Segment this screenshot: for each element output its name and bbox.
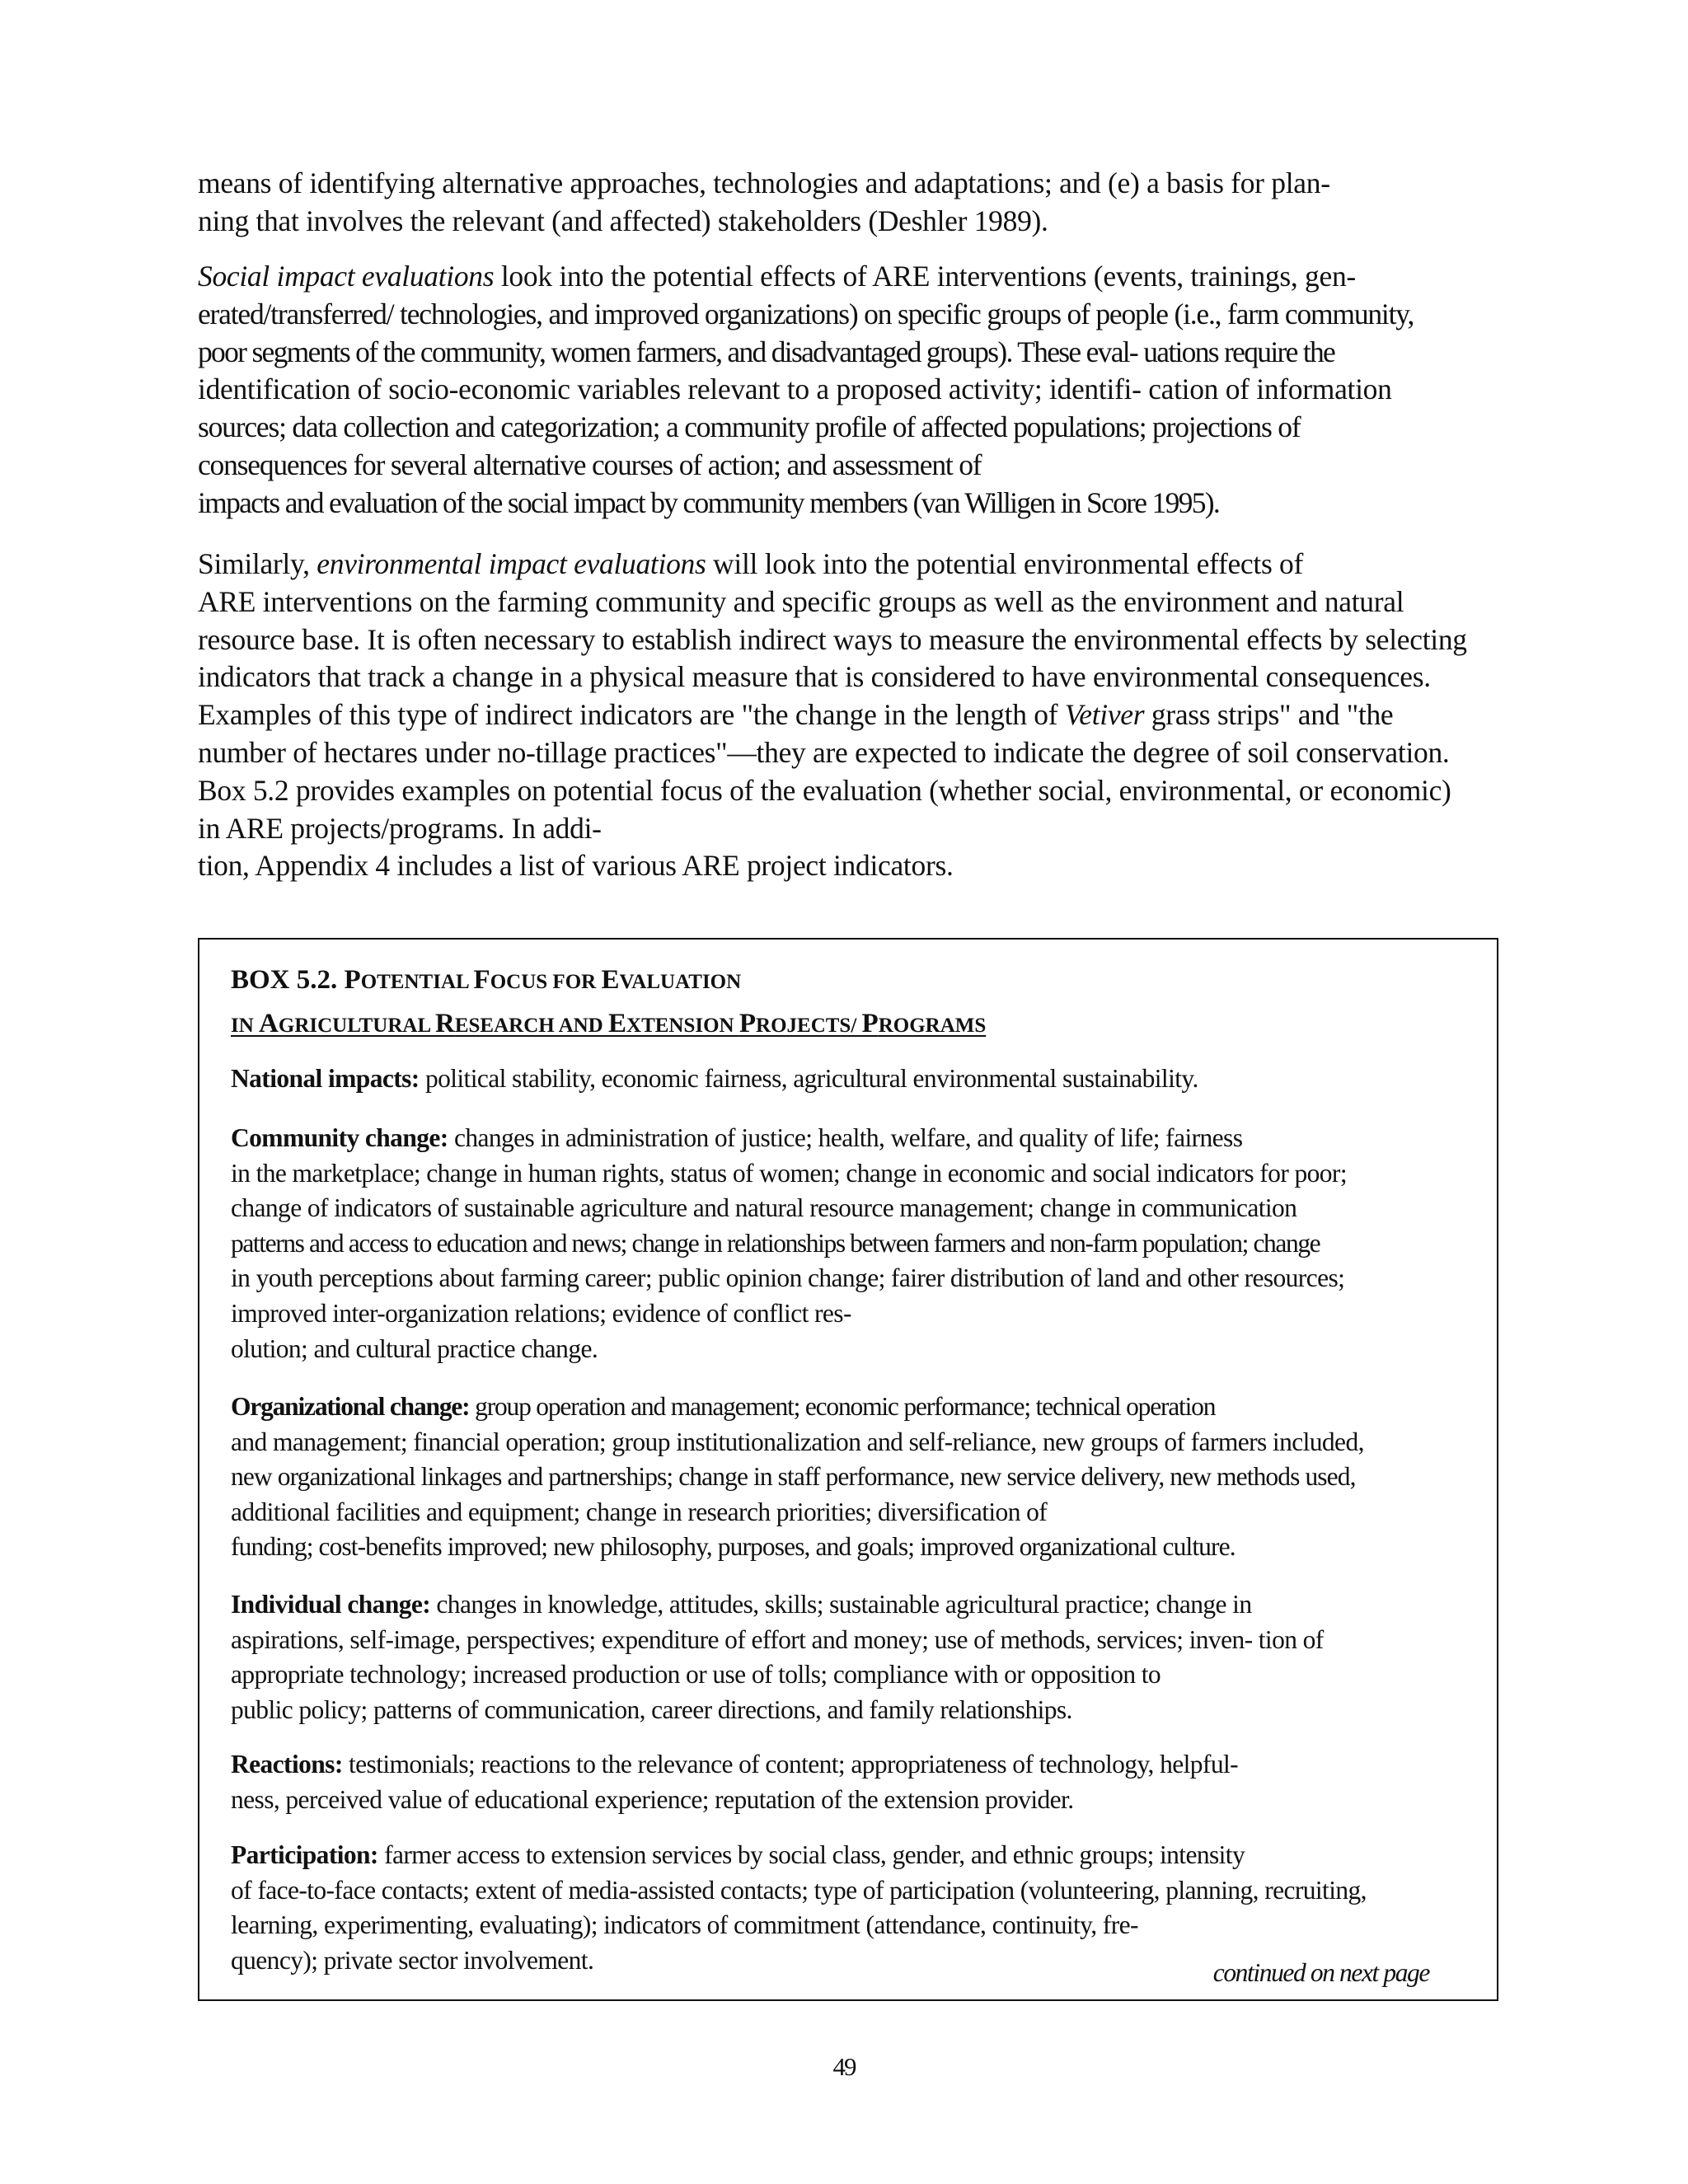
box-section-participation	[231, 1838, 1467, 1978]
text-fragment: look into the potential effects of ARE interventions (events, trainings, gen-	[494, 260, 1356, 293]
title-fragment: ESEARCH AND	[454, 1015, 608, 1037]
section-label: Individual change:	[231, 1590, 431, 1619]
text-line: ARE interventions on the farming community and specific groups as well as the environment and natural	[198, 584, 1404, 618]
text-line: olution; and cultural practice change.	[231, 1333, 598, 1363]
text-fragment: political stability, economic fairness, agricultural environmental sustainability.	[419, 1064, 1198, 1093]
text-line: improved inter-organization relations; evidence of conflict res-	[231, 1298, 851, 1328]
title-fragment: GRICULTURAL	[278, 1015, 435, 1037]
text-line: erated/transferred/ technologies, and improved organizations) on specific groups of people (i.e., farm community,	[198, 297, 1414, 330]
text-line	[231, 1062, 1467, 1097]
box-section-organizational-change	[231, 1390, 1467, 1565]
section-label: Community change:	[231, 1123, 448, 1152]
text-line: public policy; patterns of communication, career directions, and family relationships.	[231, 1694, 1072, 1724]
box-title-line-1	[231, 959, 986, 1003]
environmental-impact-term: environmental impact evaluations	[316, 547, 706, 580]
text-line: appropriate technology; increased production or use of tolls; compliance with or opposition to	[231, 1660, 1161, 1690]
section-label: Organizational change:	[231, 1392, 470, 1421]
box-number: BOX 5.2.	[231, 965, 345, 995]
text-line	[198, 546, 1500, 583]
title-fragment: IN	[231, 1015, 260, 1037]
text-line: resource base. It is often necessary to establish indirect ways to measure the environmental effects by selecting	[198, 622, 1467, 656]
text-line: in youth perceptions about farming career; public opinion change; fairer distribution of land and other resources;	[231, 1263, 1345, 1293]
text-line: learning, experimenting, evaluating); indicators of commitment (attendance, continuity, fre-	[231, 1910, 1138, 1940]
title-fragment: VALUATION	[619, 971, 742, 993]
text-fragment: changes in administration of justice; health, welfare, and quality of life; fairness	[448, 1123, 1243, 1152]
title-fragment: P	[344, 965, 361, 995]
box-5-2	[198, 938, 1498, 2001]
text-line	[231, 1121, 1467, 1156]
text-line	[198, 258, 1500, 296]
text-line: means of identifying alternative approaches, technologies and adaptations; and (e) a basis for plan-	[198, 166, 1330, 199]
text-fragment: Similarly,	[198, 547, 317, 580]
box-section-individual-change	[231, 1587, 1467, 1727]
text-line: tion, Appendix 4 includes a list of various ARE project indicators.	[198, 849, 954, 883]
title-fragment: E	[601, 965, 620, 995]
text-fragment: testimonials; reactions to the relevance of content; appropriateness of technology, helpful-	[342, 1750, 1239, 1779]
continued-note: continued on next page	[1212, 1958, 1429, 1987]
title-fragment: OTENTIAL	[360, 971, 474, 993]
box-title-line-2	[231, 1003, 986, 1047]
text-line: indicators that track a change in a physical measure that is considered to have environmental consequences.	[198, 660, 1431, 694]
title-fragment: XTENSION	[626, 1015, 739, 1037]
text-line: number of hectares under no-tillage practices"—they are expected to indicate the degree of soil conservation.	[198, 735, 1450, 769]
text-line: aspirations, self-image, perspectives; expenditure of effort and money; use of methods, services; inven- tion of	[231, 1624, 1324, 1654]
title-fragment: R	[435, 1009, 455, 1038]
title-fragment: OCUS FOR	[490, 971, 602, 993]
text-line: Box 5.2 provides examples on potential focus of the evaluation (whether social, environmental, or economic)	[198, 773, 1451, 807]
page-number: 49	[832, 2052, 856, 2081]
text-line	[231, 1390, 1467, 1425]
title-fragment: P	[861, 1009, 879, 1038]
text-line	[231, 1587, 1467, 1623]
text-line: additional facilities and equipment; change in research priorities; diversification of	[231, 1497, 1048, 1526]
social-impact-term: Social impact evaluations	[198, 260, 495, 293]
text-line: of face-to-face contacts; extent of media-assisted contacts; type of participation (volunteering, planning, recruiting,	[231, 1875, 1367, 1905]
text-line	[231, 1747, 1467, 1783]
section-label: National impacts:	[231, 1064, 420, 1093]
text-line: in ARE projects/programs. In addi-	[198, 811, 602, 845]
text-line: ning that involves the relevant (and affected) stakeholders (Deshler 1989).	[198, 204, 1048, 237]
text-fragment: grass strips" and "the	[1144, 698, 1394, 732]
text-line: and management; financial operation; group institutionalization and self-reliance, new groups of farmers included,	[231, 1427, 1364, 1456]
box-section-national-impacts	[231, 1062, 1467, 1097]
intro-paragraph	[198, 165, 1500, 241]
title-fragment: ROJECTS/	[756, 1015, 862, 1037]
text-line: new organizational linkages and partnerships; change in staff performance, new service delivery, new methods used,	[231, 1462, 1356, 1492]
text-fragment: Examples of this type of indirect indicators are "the change in the length of	[198, 698, 1065, 732]
title-fragment: A	[259, 1009, 279, 1038]
text-line: consequences for several alternative courses of action; and assessment of	[198, 448, 982, 481]
section-label: Reactions:	[231, 1750, 343, 1779]
environmental-impact-paragraph	[198, 546, 1500, 885]
text-fragment: farmer access to extension services by social class, gender, and ethnic groups; intensity	[377, 1840, 1245, 1869]
text-line: impacts and evaluation of the social impact by community members (van Willigen in Score 1995).	[198, 485, 1220, 519]
text-line: ness, perceived value of educational experience; reputation of the extension provider.	[231, 1784, 1074, 1814]
title-fragment: P	[738, 1009, 757, 1038]
section-label: Participation:	[231, 1840, 378, 1869]
title-fragment: F	[473, 965, 490, 995]
box-section-reactions	[231, 1747, 1467, 1817]
text-fragment: group operation and management; economic performance; technical operation	[469, 1392, 1216, 1421]
text-line: change of indicators of sustainable agriculture and natural resource management; change in communication	[231, 1193, 1297, 1223]
social-impact-paragraph	[198, 258, 1500, 523]
vetiver-term: Vetiver	[1064, 698, 1145, 732]
text-fragment: changes in knowledge, attitudes, skills; sustainable agricultural practice; change in	[430, 1590, 1252, 1619]
text-fragment: will look into the potential environmental effects of	[706, 547, 1304, 580]
text-line: identification of socio-economic variables relevant to a proposed activity; identifi- cation of information	[198, 373, 1392, 406]
text-line: poor segments of the community, women farmers, and disadvantaged groups). These eval- uations require the	[198, 335, 1335, 368]
text-line	[198, 696, 1500, 734]
text-line: funding; cost-benefits improved; new philosophy, purposes, and goals; improved organizational culture.	[231, 1532, 1236, 1562]
text-line: sources; data collection and categorization; a community profile of affected populations; projections of	[198, 410, 1301, 444]
text-line: in the marketplace; change in human rights, status of women; change in economic and social indicators for poor;	[231, 1158, 1347, 1188]
title-fragment: ROGRAMS	[878, 1015, 987, 1037]
box-title	[231, 959, 986, 1047]
text-line	[231, 1838, 1467, 1873]
text-line: quency); private sector involvement.	[231, 1945, 594, 1975]
title-fragment: E	[608, 1009, 627, 1038]
text-line: patterns and access to education and news; change in relationships between farmers and non-farm population; change	[231, 1228, 1320, 1258]
box-section-community-change	[231, 1121, 1467, 1366]
box-title-smallcaps	[345, 965, 742, 995]
